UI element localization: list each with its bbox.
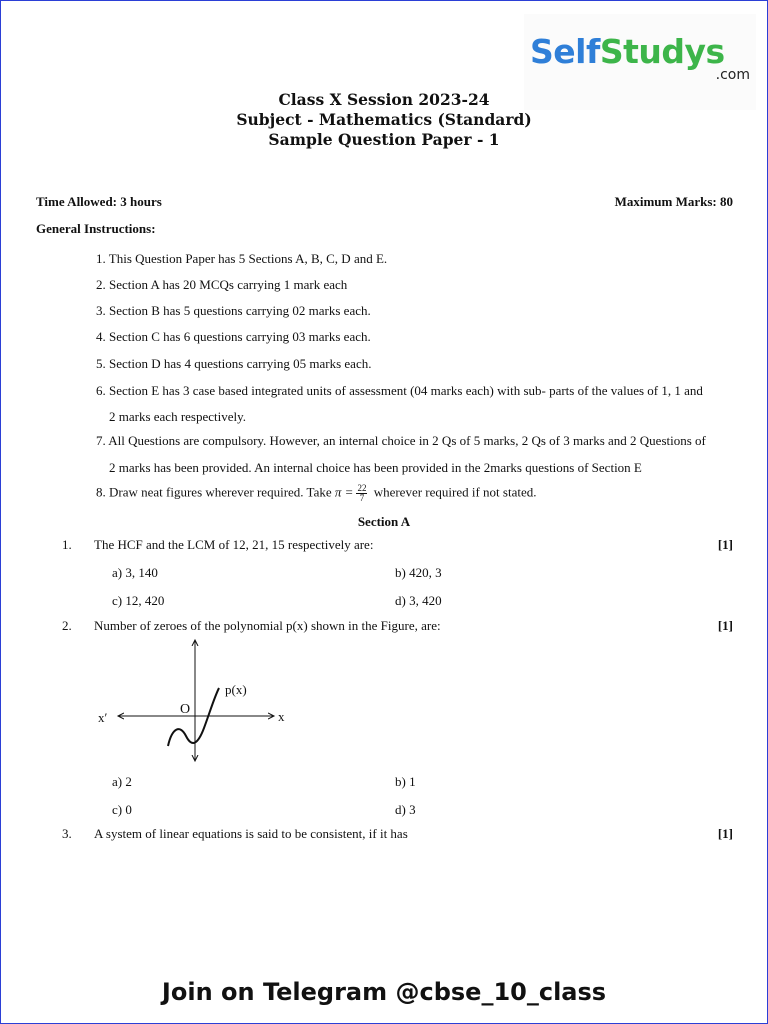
q1-option-a: a) 3, 140 — [112, 565, 158, 580]
instruction-1: 1. This Question Paper has 5 Sections A, B, C, D and E. — [96, 251, 388, 266]
instruction-3: 3. Section B has 5 questions carrying 02 marks each. — [96, 303, 371, 318]
q3-text: A system of linear equations is said to be consistent, if it has — [94, 826, 408, 841]
q2-option-c: c) 0 — [112, 802, 132, 817]
origin-label: O — [180, 702, 191, 717]
instruction-8-before: 8. Draw neat figures wherever required. Take — [96, 484, 335, 500]
q1-option-c: c) 12, 420 — [112, 593, 165, 608]
q1-marks: [1] — [717, 537, 733, 552]
header-subject-line: Subject - Mathematics (Standard) — [236, 110, 532, 129]
polynomial-graph — [92, 636, 292, 766]
instruction-4: 4. Section C has 6 questions carrying 03 marks each. — [96, 329, 371, 344]
x-axis-label: x — [278, 709, 285, 724]
pi-fraction-denominator: 7 — [359, 493, 365, 503]
logo-word-self: Self — [530, 32, 600, 71]
instruction-7: 7. All Questions are compulsory. However, an internal choice in 2 Qs of 5 marks, 2 Qs of 3 marks and 2 Questions of — [96, 433, 706, 448]
header-paper-line: Sample Question Paper - 1 — [268, 130, 500, 149]
x-neg-axis-label: x′ — [98, 710, 108, 725]
q1-option-d: d) 3, 420 — [395, 593, 442, 608]
instruction-7-cont: 2 marks has been provided. An internal choice has been provided in the 2marks questions of Section E — [109, 460, 642, 475]
time-allowed: Time Allowed: 3 hours — [36, 194, 162, 209]
curve-label: p(x) — [225, 682, 247, 697]
q2-option-b: b) 1 — [395, 774, 416, 789]
general-instructions-heading: General Instructions: — [36, 221, 156, 236]
pi-symbol: π = — [334, 484, 354, 500]
pi-fraction — [356, 484, 367, 503]
pi-fraction-numerator: 22 — [357, 483, 367, 493]
q2-marks: [1] — [717, 618, 733, 633]
instruction-8-after: wherever required if not stated. — [370, 484, 537, 500]
q2-option-a: a) 2 — [112, 774, 132, 789]
q2-number: 2. — [62, 618, 72, 633]
instruction-6-cont: 2 marks each respectively. — [109, 409, 247, 424]
section-a-title: Section A — [357, 514, 411, 529]
q3-number: 3. — [62, 826, 72, 841]
instruction-5: 5. Section D has 4 questions carrying 05 marks each. — [96, 356, 372, 371]
instruction-2: 2. Section A has 20 MCQs carrying 1 mark each — [96, 277, 348, 292]
logo-suffix: .com — [715, 67, 750, 83]
telegram-banner: Join on Telegram @cbse_10_class — [161, 978, 607, 1006]
q1-option-b: b) 420, 3 — [395, 565, 442, 580]
instruction-8 — [96, 484, 536, 503]
q1-text: The HCF and the LCM of 12, 21, 15 respectively are: — [94, 537, 374, 552]
logo-word-studys: Studys — [599, 32, 725, 71]
q1-number: 1. — [62, 537, 72, 552]
maximum-marks: Maximum Marks: 80 — [614, 194, 733, 209]
polynomial-curve — [168, 688, 219, 746]
q2-text: Number of zeroes of the polynomial p(x) shown in the Figure, are: — [94, 618, 441, 633]
instruction-6: 6. Section E has 3 case based integrated units of assessment (04 marks each) with sub- parts of the values of 1, 1 and — [96, 383, 703, 398]
q2-option-d: d) 3 — [395, 802, 416, 817]
q3-marks: [1] — [717, 826, 733, 841]
header-class-line: Class X Session 2023-24 — [278, 90, 490, 109]
